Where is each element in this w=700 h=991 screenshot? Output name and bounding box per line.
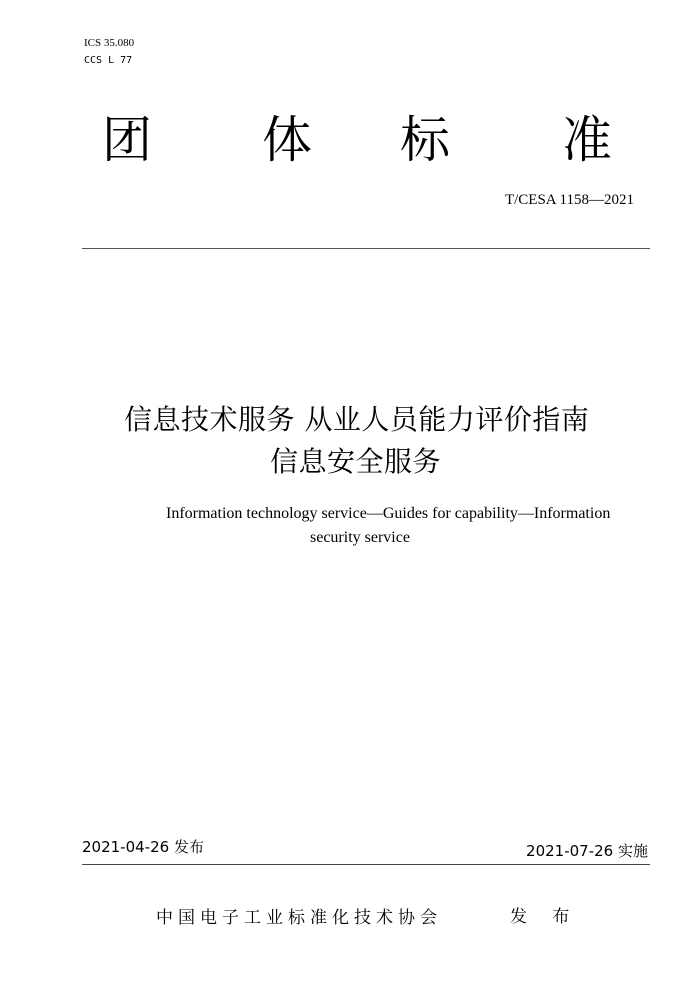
standard-type-char-3: 标 [400,111,450,169]
publisher-name: 中国电子工业标准化技术协会 [156,908,442,928]
ccs-code: CCS L 77 [84,55,133,66]
bottom-divider [82,864,650,865]
publish-label: 发 布 [510,907,580,927]
title-en-line-1: Information technology service—Guides for capability—Information [166,505,611,522]
title-en-line-2: security service [310,529,410,546]
ics-code: ICS 35.080 [84,37,135,49]
standard-number: T/CESA 1158—2021 [504,192,634,208]
title-cn-line-1: 信息技术服务 从业人员能力评价指南 [124,403,590,436]
standard-type-char-2: 体 [262,111,312,169]
publish-date: 2021-04-26 发布 [82,838,204,856]
standard-type-char-1: 团 [102,111,152,169]
top-divider [82,248,650,249]
standard-type-char-4: 准 [562,111,612,169]
implement-date: 2021-07-26 实施 [526,842,648,860]
title-cn-line-2: 信息安全服务 [270,445,442,478]
